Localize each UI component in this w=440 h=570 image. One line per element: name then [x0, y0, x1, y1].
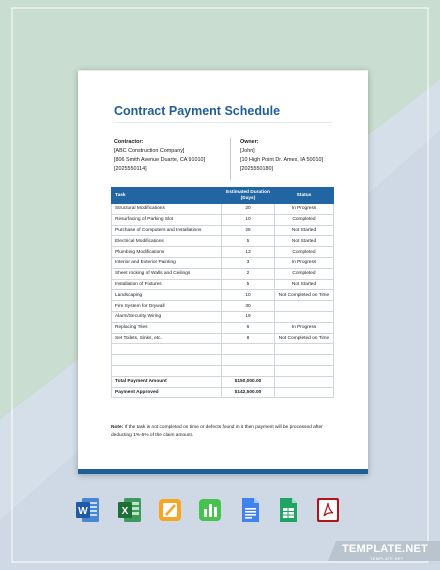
- total-row: [112, 387, 334, 398]
- total-amount: $150,000.00: [222, 376, 275, 387]
- duration-cell: 8: [222, 333, 275, 344]
- status-cell: Completed: [275, 247, 334, 258]
- empty-cell: [112, 355, 222, 366]
- duration-cell: 5: [222, 279, 275, 290]
- task-cell: Replacing Tiles: [112, 322, 222, 333]
- table-header-row: [112, 188, 334, 204]
- table-row: [112, 247, 334, 258]
- total-amount: $142,500.00: [222, 387, 275, 398]
- brand-badge: [328, 541, 440, 561]
- task-cell: Structural Modifications: [112, 204, 222, 215]
- task-cell: Alarm/Security Wiring: [112, 311, 222, 322]
- duration-cell: 10: [222, 290, 275, 301]
- duration-cell: 5: [222, 236, 275, 247]
- status-cell: Not Completed on Time: [275, 333, 334, 344]
- google-docs-icon[interactable]: [238, 497, 262, 523]
- task-cell: Purchase of Computers and Installations: [112, 225, 222, 236]
- empty-cell: [112, 344, 222, 355]
- duration-cell: 30: [222, 301, 275, 312]
- table-row: [112, 268, 334, 279]
- contractor-label: Contractor:: [114, 139, 144, 145]
- table-row: [112, 236, 334, 247]
- svg-text:X: X: [121, 506, 129, 517]
- empty-cell: [222, 365, 275, 376]
- task-cell: Electrical Modifications: [112, 236, 222, 247]
- task-cell: Resurfacing of Parking Slot: [112, 214, 222, 225]
- status-cell: Not Started: [275, 236, 334, 247]
- empty-cell: [222, 355, 275, 366]
- brand-sub: TEMPLATE.NET: [370, 556, 404, 561]
- word-icon[interactable]: [76, 497, 100, 523]
- table-row: [112, 322, 334, 333]
- contractor-address: [806 Smith Avenue Duarte, CA 91010]: [114, 157, 206, 163]
- table-row: [112, 311, 334, 322]
- party-divider: [230, 138, 231, 180]
- owner-phone: [2025550180]: [240, 166, 273, 172]
- svg-text:W: W: [78, 506, 88, 517]
- duration-cell: 20: [222, 204, 275, 215]
- duration-cell: 10: [222, 214, 275, 225]
- pages-icon[interactable]: [158, 497, 182, 523]
- contractor-name: [ABC Construction Company]: [114, 148, 185, 154]
- empty-cell: [275, 376, 334, 387]
- blank-row: [112, 365, 334, 376]
- note-label: Note:: [111, 425, 124, 430]
- header-status: Status: [275, 188, 334, 204]
- task-cell: Set Toilets, Sinks, etc.: [112, 333, 222, 344]
- table-row: [112, 301, 334, 312]
- status-cell: Not Completed on Time: [275, 290, 334, 301]
- pdf-icon[interactable]: [316, 497, 340, 523]
- task-cell: Landscaping: [112, 290, 222, 301]
- total-label: Total Payment Amount: [112, 376, 222, 387]
- contractor-phone: [2025550114]: [114, 166, 147, 172]
- total-label: Payment Approved: [112, 387, 222, 398]
- empty-cell: [275, 387, 334, 398]
- table-row: [112, 333, 334, 344]
- blank-row: [112, 344, 334, 355]
- header-task: Task: [112, 188, 222, 204]
- status-cell: [275, 301, 334, 312]
- document-page: [78, 70, 368, 474]
- duration-cell: 2: [222, 268, 275, 279]
- status-cell: In Progress: [275, 204, 334, 215]
- owner-block: [240, 138, 323, 174]
- task-cell: Interior and Exterior Painting: [112, 257, 222, 268]
- blank-row: [112, 355, 334, 366]
- duration-cell: 3: [222, 257, 275, 268]
- owner-name: [John]: [240, 148, 255, 154]
- task-cell: Installation of Fixtures: [112, 279, 222, 290]
- google-sheets-icon[interactable]: [276, 497, 300, 523]
- empty-cell: [112, 365, 222, 376]
- page-title: Contract Payment Schedule: [114, 104, 281, 118]
- format-icons: [76, 497, 366, 523]
- status-cell: Completed: [275, 214, 334, 225]
- duration-cell: 13: [222, 247, 275, 258]
- empty-cell: [275, 365, 334, 376]
- duration-cell: 19: [222, 311, 275, 322]
- top-divider: [78, 70, 368, 71]
- status-cell: Not Started: [275, 279, 334, 290]
- empty-cell: [222, 344, 275, 355]
- bottom-accent-bar: [78, 469, 368, 474]
- status-cell: In Progress: [275, 322, 334, 333]
- schedule-table: [111, 187, 334, 398]
- brand-name: TEMPLATE.NET: [342, 543, 428, 555]
- duration-cell: 6: [222, 322, 275, 333]
- contractor-block: [114, 138, 205, 174]
- empty-cell: [275, 355, 334, 366]
- note-text: If the task is not completed on time or defects found in it then payment will be processed after deducting 1%-5% of the claim amount.: [111, 425, 323, 438]
- table-row: [112, 204, 334, 215]
- task-cell: Fire System for Drywall: [112, 301, 222, 312]
- table-row: [112, 279, 334, 290]
- status-cell: Completed: [275, 268, 334, 279]
- header-duration: Estimated Duration (Days): [222, 188, 275, 204]
- table-row: [112, 225, 334, 236]
- table-row: [112, 214, 334, 225]
- excel-icon[interactable]: [118, 497, 142, 523]
- table-row: [112, 257, 334, 268]
- empty-cell: [275, 344, 334, 355]
- duration-cell: 25: [222, 225, 275, 236]
- status-cell: [275, 311, 334, 322]
- task-cell: Plumbing Modifications: [112, 247, 222, 258]
- owner-label: Owner:: [240, 139, 259, 145]
- total-row: [112, 376, 334, 387]
- table-body: [112, 204, 334, 398]
- status-cell: In Progress: [275, 257, 334, 268]
- numbers-icon[interactable]: [198, 497, 222, 523]
- status-cell: Not Started: [275, 225, 334, 236]
- note: [111, 424, 333, 439]
- table-row: [112, 290, 334, 301]
- task-cell: Sheet rocking of Walls and Ceilings: [112, 268, 222, 279]
- title-divider: [114, 122, 332, 123]
- owner-address: [10 High Point Dr. Ames, IA 50010]: [240, 157, 324, 163]
